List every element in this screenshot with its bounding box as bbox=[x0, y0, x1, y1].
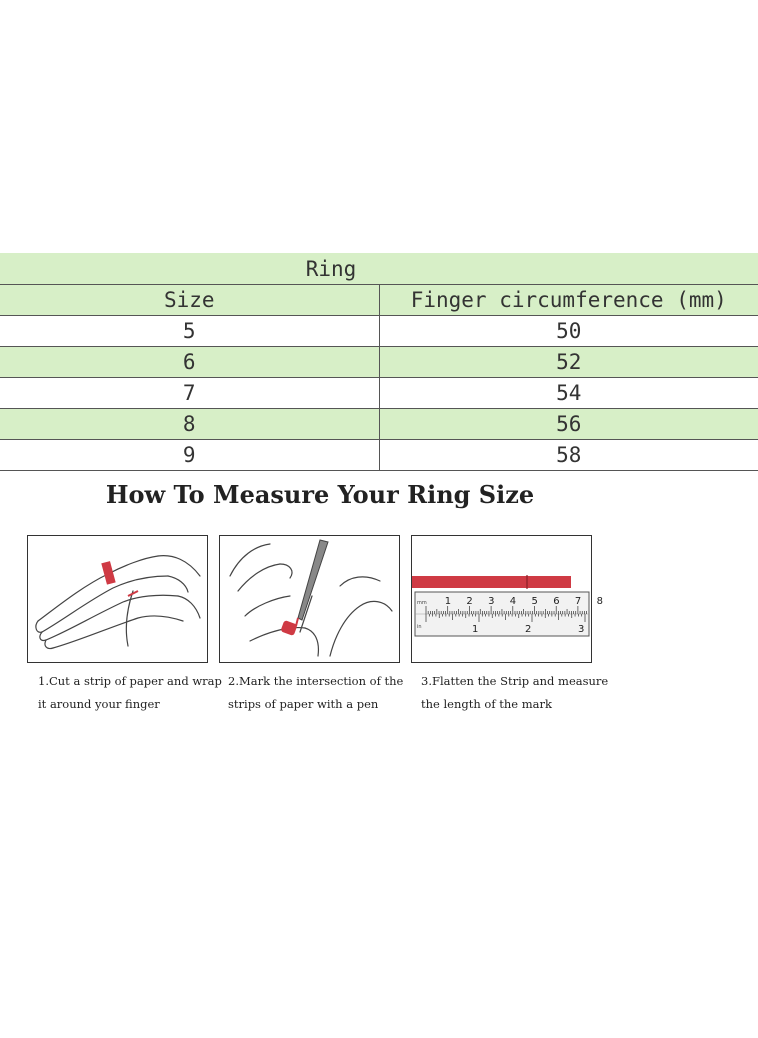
table-row bbox=[0, 316, 758, 347]
circumference-cell: 56 bbox=[379, 409, 758, 440]
ruler-cm-label: 5 bbox=[531, 596, 538, 607]
table-row bbox=[0, 347, 758, 378]
header-circumference: Finger circumference (mm) bbox=[379, 285, 758, 316]
ruler-cm-label: 2 bbox=[466, 596, 473, 607]
size-cell: 6 bbox=[0, 347, 379, 378]
ruler-inch-label: 3 bbox=[578, 624, 585, 635]
ruler-cm-label: 1 bbox=[444, 596, 452, 607]
ruler-cm-label: 4 bbox=[509, 596, 517, 607]
size-cell: 8 bbox=[0, 409, 379, 440]
hand-with-paper-strip-icon bbox=[28, 536, 207, 662]
flat-paper-strip-end bbox=[527, 576, 571, 588]
ring-size-table bbox=[0, 253, 758, 471]
step-3-caption bbox=[421, 670, 608, 716]
ruler-with-strip-icon bbox=[412, 536, 603, 662]
size-cell: 5 bbox=[0, 316, 379, 347]
step-1-caption bbox=[38, 670, 222, 716]
circumference-cell: 58 bbox=[379, 440, 758, 471]
header-size: Size bbox=[0, 285, 379, 316]
paper-strip-icon bbox=[101, 561, 115, 585]
step-3-line1: 3.Flatten the Strip and measure bbox=[421, 674, 609, 688]
table-row bbox=[0, 378, 758, 409]
ruler-inch-label: 1 bbox=[472, 624, 479, 635]
step-2-caption bbox=[228, 670, 403, 716]
ruler-cm-label: 7 bbox=[574, 596, 582, 607]
circumference-cell: 52 bbox=[379, 347, 758, 378]
circumference-cell: 54 bbox=[379, 378, 758, 409]
step-1-line2: it around your finger bbox=[38, 697, 160, 711]
circumference-cell: 50 bbox=[379, 316, 758, 347]
paper-strip-icon bbox=[280, 620, 297, 636]
ruler-inch-label: 2 bbox=[525, 624, 532, 635]
table-row bbox=[0, 409, 758, 440]
ruler-cm-label: 8 bbox=[596, 596, 603, 607]
mm-unit-label: mm bbox=[417, 600, 427, 606]
hand-marking-with-pen-icon bbox=[220, 536, 399, 662]
step-3-line2: the length of the mark bbox=[421, 697, 552, 711]
table-row bbox=[0, 440, 758, 471]
ruler-cm-label: 3 bbox=[488, 596, 495, 607]
howto-title: How To Measure Your Ring Size bbox=[105, 480, 535, 509]
ruler-cm-label: 6 bbox=[553, 596, 560, 607]
inch-unit-label: in bbox=[417, 624, 422, 630]
step-2-line1: 2.Mark the intersection of the bbox=[228, 674, 404, 688]
table-title: Ring bbox=[0, 253, 758, 285]
step-3-illustration bbox=[411, 535, 603, 663]
step-2-line2: strips of paper with a pen bbox=[228, 697, 379, 711]
flat-paper-strip bbox=[412, 576, 527, 588]
step-1-line1: 1.Cut a strip of paper and wrap bbox=[38, 674, 222, 688]
table-title-row bbox=[0, 253, 758, 285]
size-cell: 9 bbox=[0, 440, 379, 471]
size-cell: 7 bbox=[0, 378, 379, 409]
pen-icon bbox=[298, 540, 328, 620]
step-1-illustration bbox=[27, 535, 208, 663]
step-2-illustration bbox=[219, 535, 400, 663]
table-header-row bbox=[0, 285, 758, 316]
